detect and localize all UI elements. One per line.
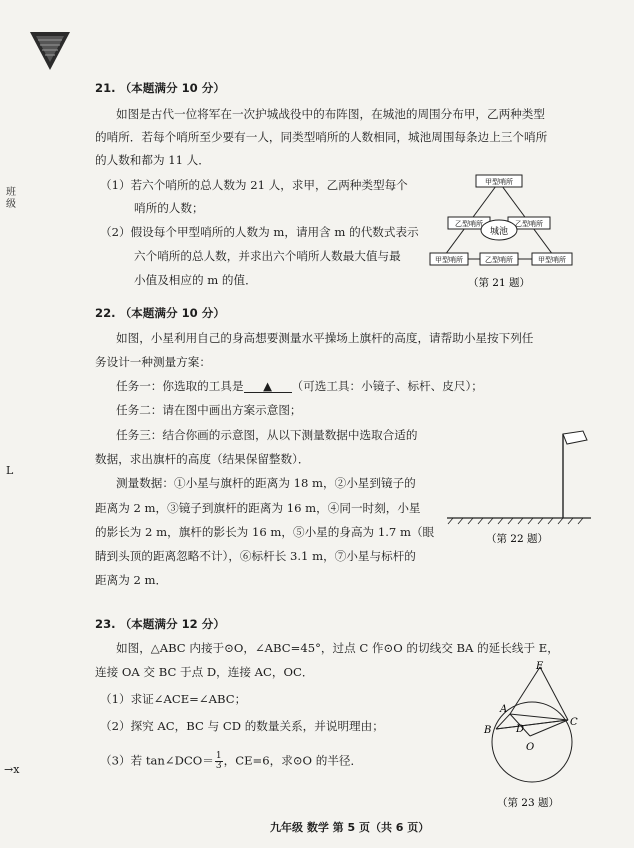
q21-intro-line2: 的哨所．若每个哨所至少要有一人，同类型哨所的人数相同，城池周围每条边上三个哨所 <box>95 130 548 144</box>
q22-task3-line1: 任务三：结合你画的示意图，从以下测量数据中选取合适的 <box>116 428 418 442</box>
point-label: O <box>526 742 535 753</box>
q23-figure-caption: （第 23 题） <box>496 797 560 809</box>
margin-mark: 班 <box>6 187 16 198</box>
answer-blank[interactable]: ▲ <box>244 380 292 393</box>
post-label: 甲型哨所 <box>435 256 463 264</box>
point-label: D <box>516 724 525 735</box>
q22-data-line4: 睛到头顶的距离忽略不计），⑥标杆长 3.1 m，⑦小星与标杆的 <box>95 549 416 563</box>
q21-part2-line2: 六个哨所的总人数，并求出六个哨所人数最大值与最 <box>134 249 401 263</box>
post-label: 乙型哨所 <box>515 220 543 228</box>
city-label: 城池 <box>489 227 509 237</box>
q22-task2: 任务二：请在图中画出方案示意图； <box>116 403 302 417</box>
q22-data-line5: 距离为 2 m． <box>95 573 168 587</box>
q22-data-line2: 距离为 2 m，③镜子到旗杆的距离为 16 m，④同一时刻，小星 <box>95 501 421 515</box>
q21-figure-caption: （第 21 题） <box>467 277 531 289</box>
q21-figure <box>428 170 578 294</box>
post-label: 甲型哨所 <box>485 178 513 186</box>
flag-icon <box>563 431 587 444</box>
point-label: A <box>500 704 508 715</box>
q22-figure-caption: （第 22 题） <box>485 533 549 545</box>
q22-task1: 任务一：你选取的工具是 ▲ （可选工具：小镜子、标杆、皮尺）； <box>116 379 483 393</box>
post-label: 甲型哨所 <box>538 256 566 264</box>
q21-header: 21. （本题满分 10 分） <box>95 81 225 95</box>
q23-intro-line1: 如图，△ABC 内接于⊙O，∠ABC=45°，过点 C 作⊙O 的切线交 BA 的延长线于 E， <box>116 641 559 655</box>
point-label: E <box>536 661 544 672</box>
post-label: 乙型哨所 <box>485 256 513 264</box>
q22-intro-line1: 如图，小星利用自己的身高想要测量水平操场上旗杆的高度，请帮助小星按下列任 <box>116 331 534 345</box>
q23-part1: （1）求证∠ACE=∠ABC； <box>100 692 247 706</box>
q23-part2: （2）探究 AC，BC 与 CD 的数量关系，并说明理由； <box>100 719 384 733</box>
q22-figure <box>445 428 595 550</box>
fraction: $\frac{1}{3}$ <box>215 751 222 771</box>
q21-part2-line1: （2）假设每个甲型哨所的人数为 m，请用含 m 的代数式表示 <box>100 225 419 239</box>
q22-data-line3: 的影长为 2 m，旗杆的影长为 16 m，⑤小星的身高为 1.7 m（眼 <box>95 525 435 539</box>
q21-intro-line3: 的人数和都为 11 人． <box>95 153 210 167</box>
ground-hatch <box>448 518 583 524</box>
point-label: C <box>570 717 578 728</box>
q22-header: 22. （本题满分 10 分） <box>95 306 225 320</box>
point-label: B <box>484 725 492 736</box>
q21-part2-line3: 小值及相应的 m 的值． <box>134 273 257 287</box>
margin-mark: 级 <box>6 199 16 210</box>
q21-part1-line1: （1）若六个哨所的总人数为 21 人，求甲，乙两种类型每个 <box>100 178 408 192</box>
q23-figure <box>470 660 590 815</box>
q22-intro-line2: 务设计一种测量方案： <box>95 355 211 369</box>
corner-logo-icon <box>30 30 70 72</box>
q21-part1-line2: 哨所的人数； <box>134 201 204 215</box>
q22-data-line1: 测量数据：①小星与旗杆的距离为 18 m，②小星到镜子的 <box>116 476 416 490</box>
q21-intro-line1: 如图是古代一位将军在一次护城战役中的布阵图，在城池的周围分布甲，乙两种类型 <box>116 107 545 121</box>
q23-part3: （3）若 tan∠DCO＝ $\frac{1}{3}$ ，CE=6，求⊙O 的半径． <box>100 751 363 771</box>
margin-mark: →x <box>4 763 20 776</box>
q22-task3-line2: 数据，求出旗杆的高度（结果保留整数）． <box>95 452 310 466</box>
q23-intro-line2: 连接 OA 交 BC 于点 D，连接 AC，OC． <box>95 665 314 679</box>
post-label: 乙型哨所 <box>455 220 483 228</box>
q23-header: 23. （本题满分 12 分） <box>95 617 225 631</box>
margin-mark: L <box>6 464 14 477</box>
page-footer: 九年级 数学 第 5 页（共 6 页） <box>270 821 430 834</box>
